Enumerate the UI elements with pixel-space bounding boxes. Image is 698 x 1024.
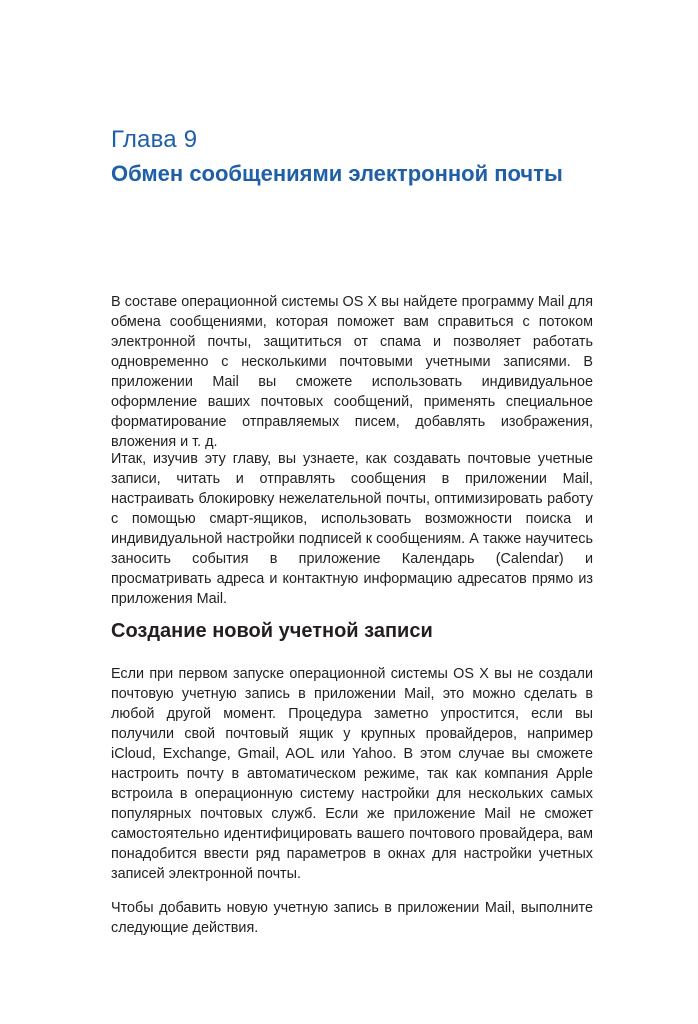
closing-paragraph: Чтобы добавить новую учетную запись в приложении Mail, выполните следующие действия. [111, 900, 593, 936]
section-heading: Создание новой учетной записи [111, 620, 433, 642]
section-paragraph: Если при первом запуске операционной системы OS X вы не создали почтовую учетную запись в приложении Mail, это можно сделать в любой другой момент. Процедура заметно упростится, если вы получили свой почтовый ящик у крупных провайдеров, например iCloud, Exchange, Gmail, AOL или Yahoo. В этом случае вы сможете настроить почту в автоматическом режиме, так как компания Apple встроила в операционную систему настройки для нескольких самых популярных почтовых служб. Если же приложение Mail не сможет самостоятельно идентифицировать вашего почтового провайдера, вам понадобится ввести ряд параметров в окнах для настройки учетных записей электронной почты. [111, 666, 593, 882]
chapter-number: Глава 9 [111, 126, 198, 153]
chapter-title: Обмен сообщениями электронной почты [111, 161, 563, 186]
overview-paragraph: Итак, изучив эту главу, вы узнаете, как создавать почтовые учетные записи, читать и отправлять сообщения в приложении Mail, настраивать блокировку нежелательной почты, оптимизировать работу с помощью смарт-ящиков, использовать возможности поиска и индивидуальной настройки подписей к сообщениям. А также научитесь заносить события в приложение Календарь (Calendar) и просматривать адреса и контактную информацию адресатов прямо из приложения Mail. [111, 451, 593, 607]
intro-paragraph: В составе операционной системы OS X вы найдете программу Mail для обмена сообщениями, которая поможет вам справиться с потоком электронной почты, защититься от спама и позволяет работать одновременно с несколькими почтовыми учетными записями. В приложении Mail вы сможете использовать индивидуальное оформление ваших почтовых сообщений, применять специальное форматирование отправляемых писем, добавлять изображения, вложения и т. д. [111, 294, 593, 450]
